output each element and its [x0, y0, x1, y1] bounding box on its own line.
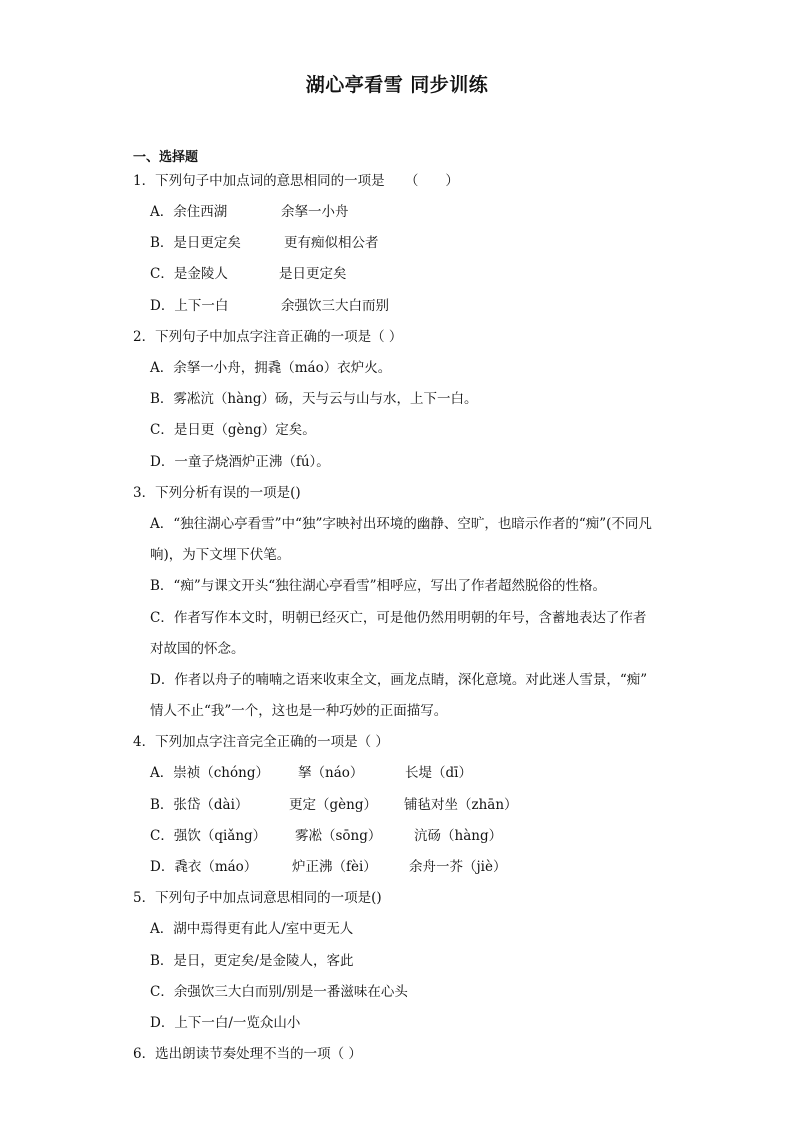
option-part: D．毳衣（máo）: [150, 859, 258, 875]
option-part: 沆砀（hàng）: [414, 828, 503, 844]
option-part: 余强饮三大白而别: [281, 298, 389, 314]
question-5-option-b: B．是日，更定矣/是金陵人，客此: [150, 953, 354, 969]
question-2-option-c: C．是日更（gèng）定矣。: [150, 422, 316, 438]
question-3-stem: 3．下列分析有误的一项是(): [133, 485, 301, 501]
option-part: 铺毡对坐（zhān）: [404, 797, 518, 813]
option-part: C．强饮（qiǎng）: [150, 828, 267, 844]
option-part: 余舟一芥（jiè）: [409, 859, 507, 875]
option-part: 余拏一小舟: [281, 204, 349, 220]
option-part: D．上下一白: [150, 298, 229, 314]
question-2-option-a: A．余拏一小舟，拥毳（máo）衣炉火。: [150, 360, 392, 376]
option-part: 更定（gèng）: [289, 797, 377, 813]
option-part: 是日更定矣: [279, 266, 347, 282]
question-2-option-b: B．雾凇沆（hàng）砀，天与云与山与水，上下一白。: [150, 391, 478, 407]
question-2-option-d: D．一童子烧酒炉正沸（fú）。: [150, 454, 330, 470]
page-title: 湖心亭看雪 同步训练: [305, 74, 489, 96]
question-1-stem: 1．下列句子中加点词的意思相同的一项是 （ ）: [133, 173, 459, 189]
option-part: 炉正沸（fèi）: [292, 859, 377, 875]
option-part: 拏（náo）: [298, 765, 364, 781]
question-3-option-d: D．作者以舟子的喃喃之语来收束全文，画龙点睛，深化意境。对此迷人雪景，“痴”: [150, 672, 648, 688]
question-4-stem: 4．下列加点字注音完全正确的一项是（ ）: [133, 734, 389, 750]
question-5-option-d: D．上下一白/一览众山小: [150, 1015, 301, 1031]
option-part: 更有痴似相公者: [284, 235, 379, 251]
question-3-option-a: A．“独往湖心亭看雪”中“独”字映衬出环境的幽静、空旷，也暗示作者的“痴”(不同凡: [150, 516, 652, 532]
question-3-option-c: C．作者写作本文时，明朝已经灭亡，可是他仍然用明朝的年号，含蓄地表达了作者: [150, 610, 647, 626]
option-part: B．张岱（dài）: [150, 797, 249, 813]
question-6-stem: 6．选出朗读节奏处理不当的一项（ ）: [133, 1046, 362, 1062]
option-part: B．是日更定矣: [150, 235, 241, 251]
question-5-option-c: C．余强饮三大白而别/别是一番滋味在心头: [150, 984, 408, 1000]
option-part: A．余住西湖: [150, 204, 228, 220]
question-3-option-c-cont: 对故国的怀念。: [150, 641, 245, 657]
option-part: C．是金陵人: [150, 266, 228, 282]
question-5-stem: 5．下列句子中加点词意思相同的一项是(): [133, 890, 382, 906]
question-2-stem: 2．下列句子中加点字注音正确的一项是（ ）: [133, 329, 403, 345]
option-part: 长堤（dī）: [405, 765, 472, 781]
option-part: A．崇祯（chóng）: [150, 765, 269, 781]
question-5-option-a: A．湖中焉得更有此人/室中更无人: [150, 921, 354, 937]
section-heading: 一、选择题: [133, 150, 199, 165]
question-3-option-a-cont: 响)，为下文埋下伏笔。: [150, 547, 291, 563]
question-3-option-b: B．“痴”与课文开头“独往湖心亭看雪”相呼应，写出了作者超然脱俗的性格。: [150, 578, 607, 594]
question-3-option-d-cont: 情人不止“我”一个，这也是一种巧妙的正面描写。: [150, 703, 448, 719]
option-part: 雾凇（sōng）: [295, 828, 382, 844]
